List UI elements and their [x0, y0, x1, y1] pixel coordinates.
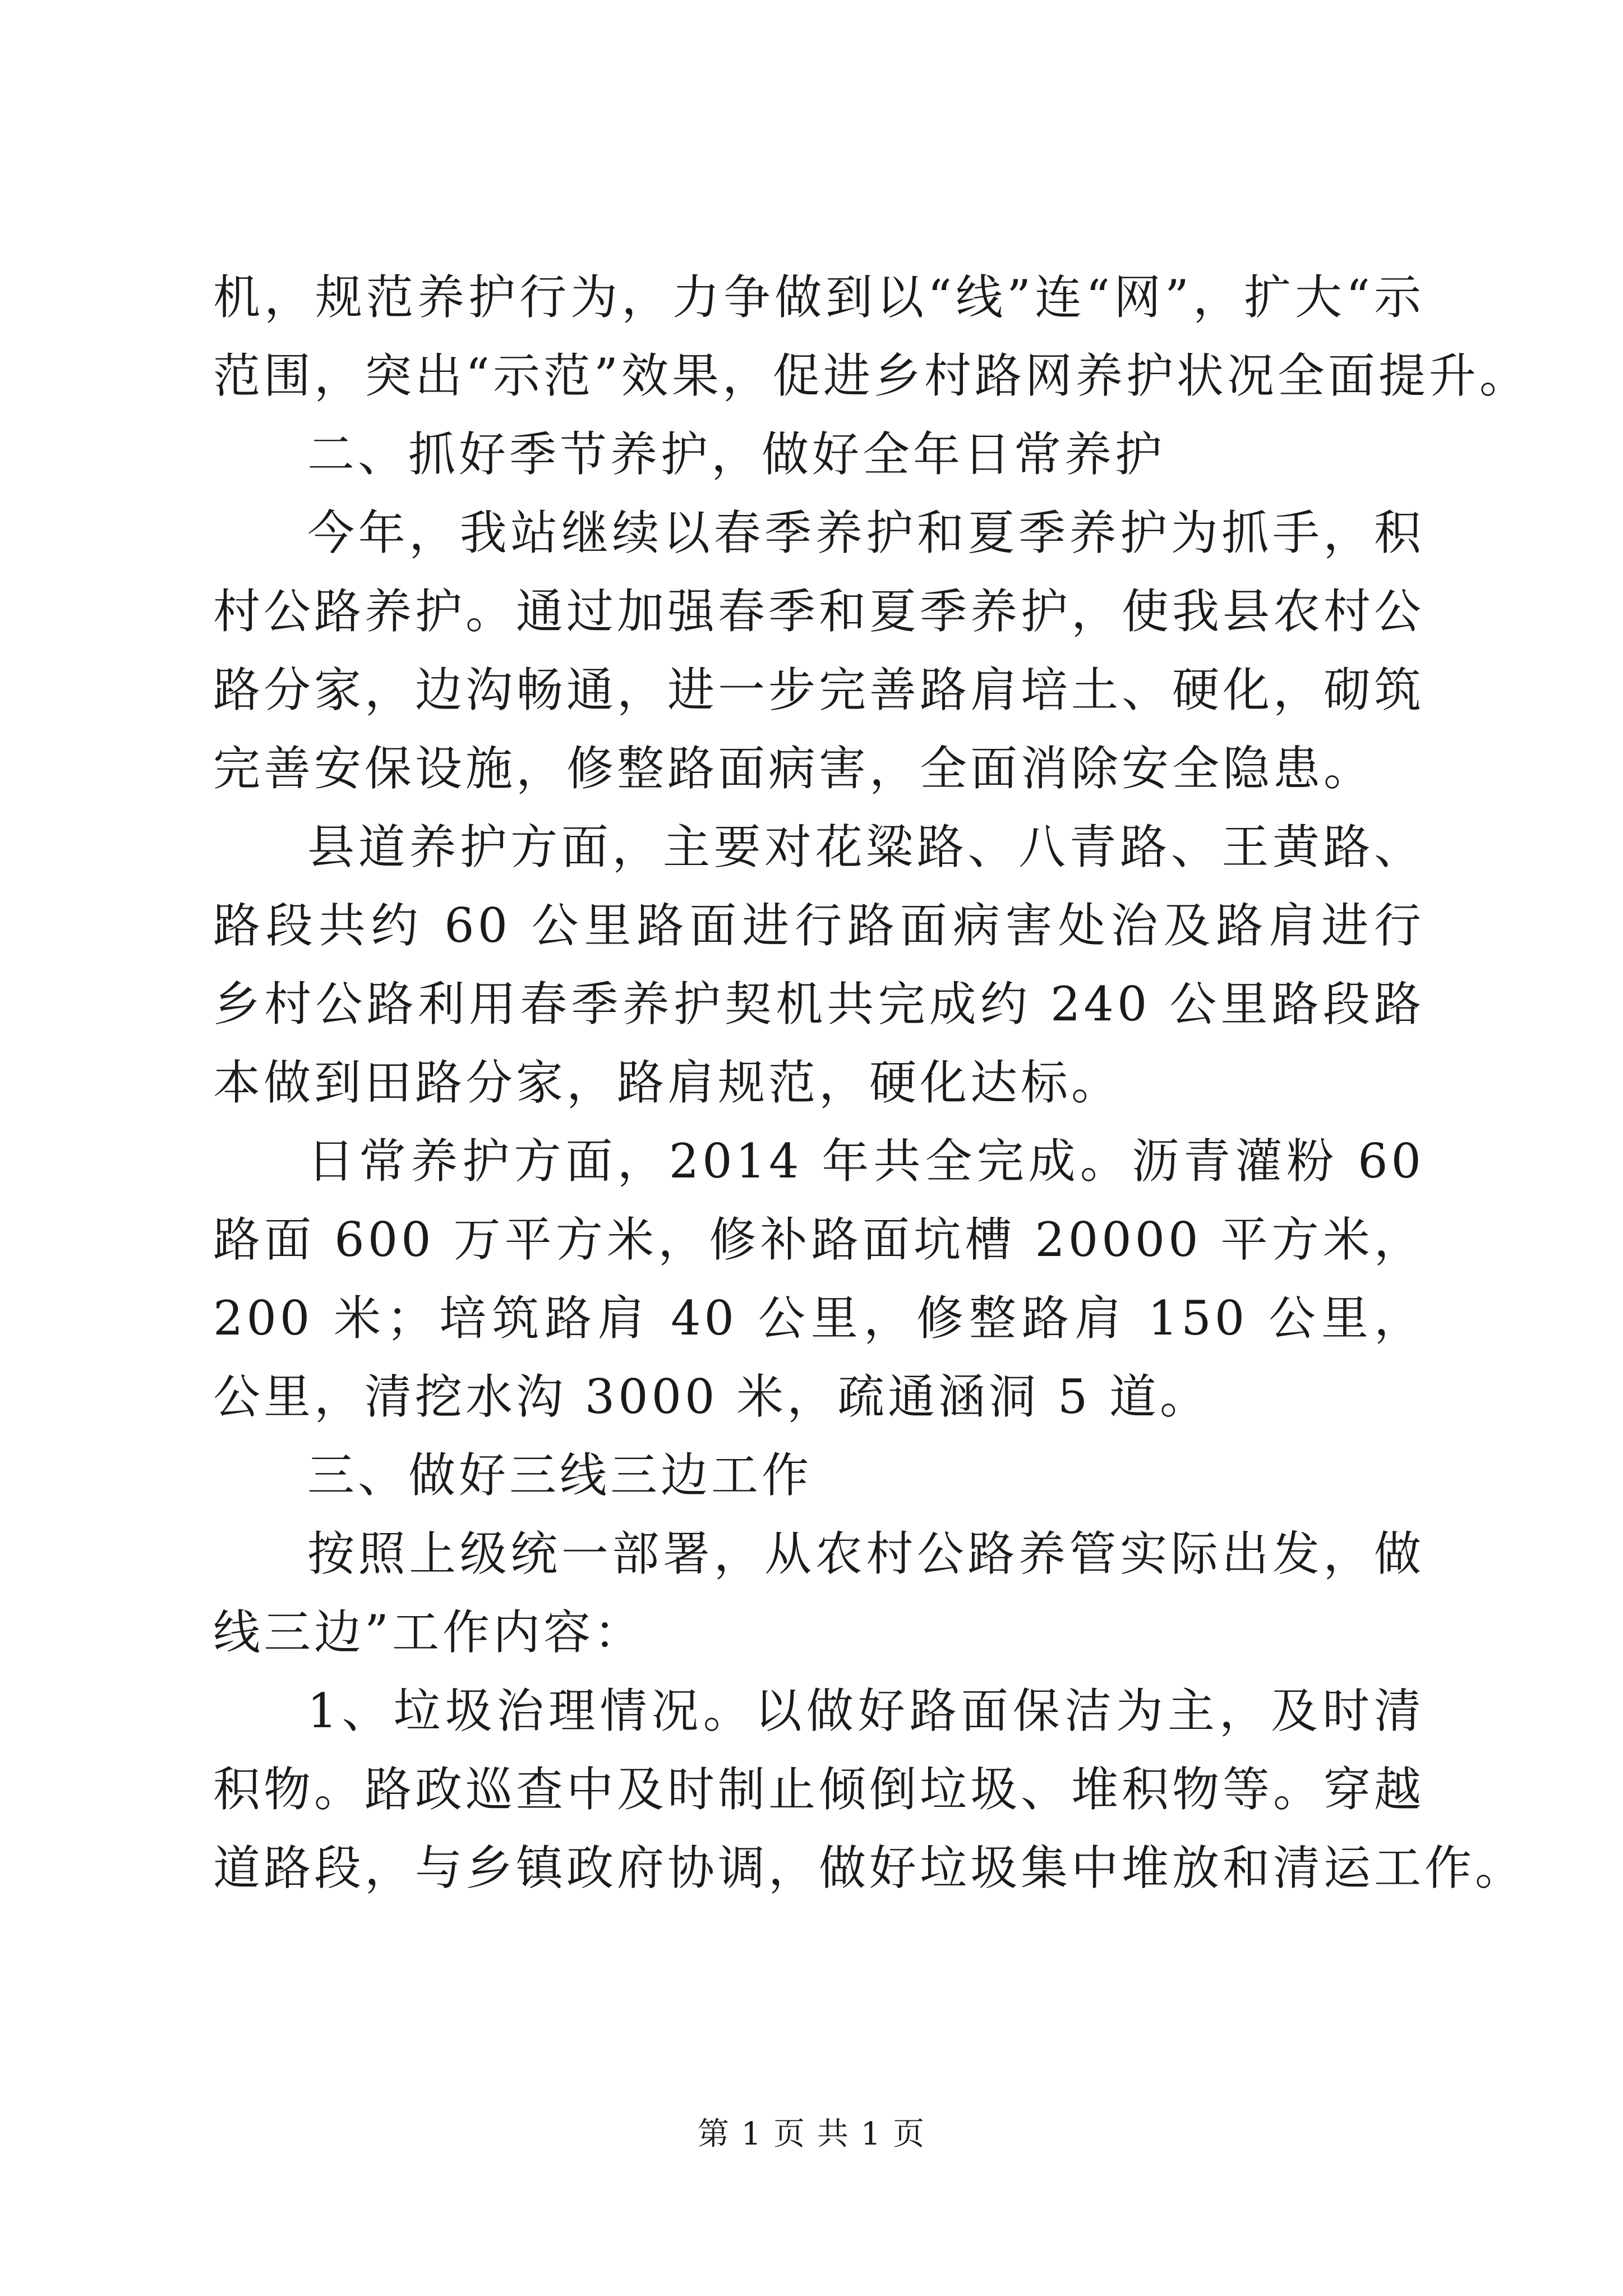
text-line: 按照上级统一部署，从农村公路养管实际出发，做	[307, 1526, 1424, 1581]
text-line: 积物。路政巡查中及时制止倾倒垃圾、堆积物等。穿越	[213, 1762, 1424, 1817]
text-line: 县道养护方面，主要对花粱路、八青路、王黄路、	[307, 820, 1424, 875]
text-line: 道路段，与乡镇政府协调，做好垃圾集中堆放和清运工作。	[213, 1841, 1526, 1895]
page-footer: 第 1 页 共 1 页	[697, 2116, 926, 2152]
text-line: 路分家，边沟畅通，进一步完善路肩培土、硬化，砌筑	[213, 662, 1424, 717]
text-line: 二、抓好季节养护，做好全年日常养护	[307, 427, 1166, 482]
text-line: 200 米；培筑路肩 40 公里，修整路肩 150 公里，	[213, 1291, 1424, 1346]
text-line: 本做到田路分家，路肩规范，硬化达标。	[213, 1055, 1122, 1110]
text-line: 乡村公路利用春季养护契机共完成约 240 公里路段路	[213, 977, 1424, 1032]
text-line: 1、垃圾治理情况。以做好路面保洁为主，及时清	[307, 1683, 1424, 1738]
text-line: 村公路养护。通过加强春季和夏季养护，使我县农村公	[213, 584, 1424, 639]
text-line: 完善安保设施，修整路面病害，全面消除安全隐患。	[213, 741, 1375, 796]
text-line: 范围，突出“示范”效果，促进乡村路网养护状况全面提升。	[213, 348, 1530, 403]
text-line: 公里，清挖水沟 3000 米，疏通涵洞 5 道。	[213, 1369, 1211, 1424]
text-line: 三、做好三线三边工作	[307, 1448, 813, 1503]
text-line: 路段共约 60 公里路面进行路面病害处治及路肩进行	[213, 898, 1424, 953]
text-line: 今年，我站继续以春季养护和夏季养护为抓手，积	[307, 505, 1424, 560]
document-body	[213, 258, 1530, 1907]
text-line: 线三边”工作内容：	[213, 1605, 644, 1660]
text-line: 路面 600 万平方米，修补路面坑槽 20000 平方米，	[213, 1212, 1424, 1267]
text-line: 机，规范养护行为，力争做到以“线”连“网”，扩大“示	[213, 270, 1424, 325]
text-line: 日常养护方面，2014 年共全完成。沥青灌粉 60	[307, 1134, 1424, 1189]
